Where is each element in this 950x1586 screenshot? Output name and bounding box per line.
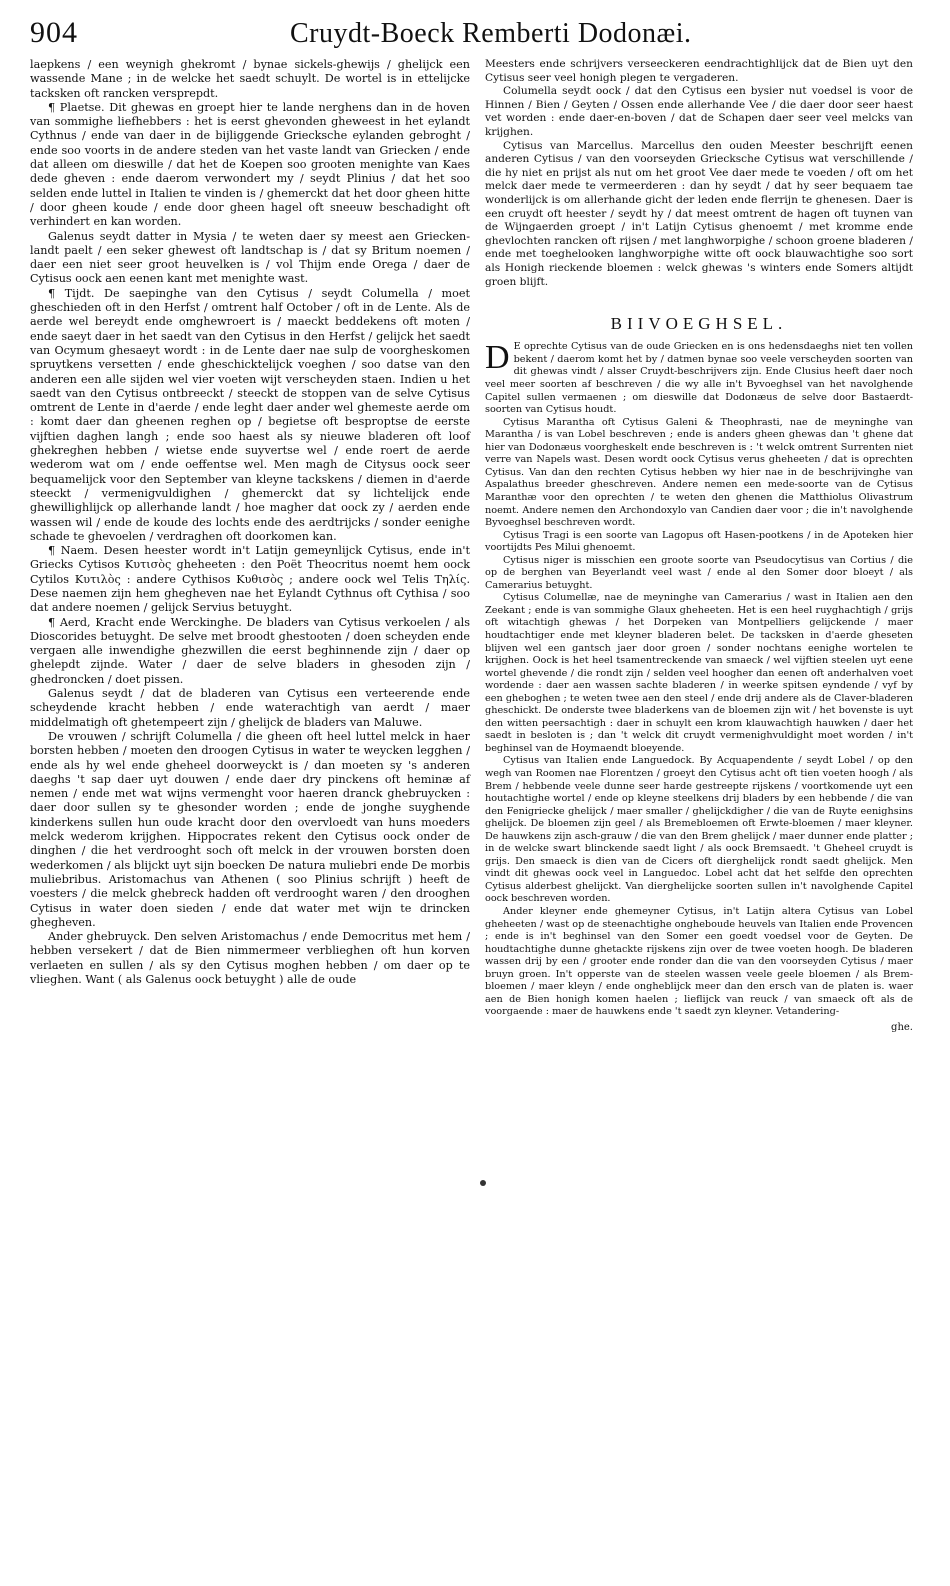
left-column [30,58,470,987]
supplement-paragraph [485,530,913,555]
left-column-paragraph [30,616,470,687]
section-title: BIIVOEGHSEL. [610,314,788,334]
left-column-text: ¶ Naem. Desen heester wordt in't Latijn gemeynlijck Cytisus, ende in't Griecks Cytisos Κυτισὸς gheheeten : den Poët Theocritus noemt hem oock Cytilos Κυτιλὸς : andere Cythisos Κυθισὸς ; andere oock wel Telis Τηλίς. Dese naemen zijn hem ghegheven nae het Eylandt Cythnus oft Cythisa / soo dat andere noemen / gelijck Servius betuyght. [30,544,470,615]
supplement-paragraph [485,592,913,755]
left-column-text: ¶ Tijdt. De saepinghe van den Cytisus / seydt Columella / moet gheschieden oft in den Herfst / omtrent half October / oft in de Lente. Als de aerde wel bereydt ende omghewroert is / maeckt beddekens oft moten / ende saeyt daer in het saedt van den Cytisus in den Herfst / gelijck het saedt van Ocymum ghesaeyt wordt : in de Lente daer nae sulp de voorgheskomen spruytkens versetten / ende gheschicktelijck voeghen / soo datse van den anderen een alle sijden wel vier voeten wijt verscheyden staen. Indien u het saedt van den Cytisus ontbreeckt / steeckt de stoppen van de selve Cytisus omtrent de Lente in d'aerde / ende leght daer ander wel ghemeste aerde om : komt daer dan gheenen reghen op / begietse oft besproptse de eerste vijftien daghen langh ; ende soo haest als sy nieuwe bladeren oft loof ghekreghen hebben / wietse ende suyvertse wel / ende roert de aerde wederom wat om / ende oeffentse wel. Men magh de Citysus oock seer bequamelijck voor den September van kleyne tackskens / diemen in d'aerde steeckt / vermenigvuldighen / ghemerckt dat sy lichtelijck ende ghewillighlijck op allerhande landt / hoe magher dat oock zy / aerden ende wassen wil / ende de koude des lochts ende des aerdtrijcks / sonder eenighe schade te ghevoelen / verdraghen oft doorkomen kan. [30,286,470,543]
drop-cap: D [485,339,510,377]
left-column-paragraph [30,101,470,230]
supplement-paragraph [485,755,913,906]
left-column-text: Ander ghebruyck. Den selven Aristomachus / ende Democritus met hem / hebben versekert / dat de Bien nimmermeer verblieghen oft hun korven verlaeten en sullen / als sy den Cytisus moghen hebben / om daer op te vlieghen. Want ( als Galenus oock betuyght ) alle de oude [30,930,470,986]
right-column-paragraph [485,58,913,85]
supplement-text: Cytisus Columellæ, nae de meyninghe van Camerarius / wast in Italien aen den Zeekant ; ende is van sommighe Glaux gheheeten. Het is een heel ruyghachtigh / grijs oft witachtigh ghewas / het Dorpeken van Montpelliers gelijckende / maer houdtachtiger ende met kleyner bladeren belet. De tacksken in d'aerde gheseten blijven wel een gantsch jaer door groen / sonder nochtans eenighe wortelen te krijghen. Oock is het heel tsamentreckende van smaeck / wel vijftien steelen uyt eene wortel ghevende / die rondt zijn / selden veel hoogher dan eenen oft anderhalven voet wordende : daer aen wassen sachte bladeren / in weerke spitsen eyndende / vyf by een gheboghen ; te weten twee aen den steel / ende drij andere als de Claver-bladeren gheschickt. De onderste twee bladerkens van de bloemen zijn wit / het bovenste is uyt den witten peersachtigh : daer in schuylt een krom klauwachtigh hauwken / daer het saedt in besloten is ; dan 't welck dit cruydt vermenighvuldight moet worden / in't beghinsel van de Hoymaendt bloeyende. [485,592,913,754]
supplement-section [485,341,913,1019]
supplement-paragraph [485,341,913,416]
supplement-text: Cytisus Tragi is een soorte van Lagopus oft Hasen-pootkens / in de Apoteken hier voortijdts Pes Milui ghenoemt. [485,529,913,554]
supplement-paragraph [485,417,913,530]
right-column-main [485,58,913,289]
catchword: ghe. [891,1021,913,1033]
left-column-paragraph [30,730,470,930]
right-column-text: Cytisus van Marcellus. Marcellus den ouden Meester beschrijft eenen anderen Cytisus / van den voorseyden Griecksche Cytisus wat verschillende / die hy niet en prijst als nut om het groot Vee daer mede te voeden / oft om het melck daer mede te vermeerderen : dan hy seydt / dat hy seer bequaem tae wonderlijck is om allerhande gicht der leden ende flerrijn te ghenesen. Daer is een cruydt oft heester / seydt hy / dat meest omtrent de hagen oft tuynen van de Wijngaerden groept / in't Latijn Cytisus ghenoemt / met kromme ende ghevlochten rancken oft rijsen / met langhworpighe / schoon groene bladeren / ende met toeghelooken langhworpighe witte oft oock blauwachtighe soo sort als Honigh rieckende bloemen : welck ghewas 's winters ende Somers altijdt groen blijft. [485,139,913,288]
left-column-paragraph [30,544,470,615]
supplement-text: E oprechte Cytisus van de oude Griecken en is ons hedensdaeghs niet ten vollen bekent / daerom komt het by / datmen bynae soo veele verscheyden soorten van dit ghewas vindt / alsser Cruydt-beschrijvers zijn. Ende Clusius heeft daer noch veel meer soorten af beschreven / die wy alle in't Byvoeghsel van het navolghende Capitel sullen vermaenen ; om dieswille dat Dodonæus de selve door Bastaerdt-soorten van Cytisus houdt. [485,341,913,416]
right-column-text: Meesters ende schrijvers verseeckeren eendrachtighlijck dat de Bien uyt den Cytisus seer veel honigh plegen te vergaderen. [485,58,913,84]
right-column-text: Columella seydt oock / dat den Cytisus een bysier nut voedsel is voor de Hinnen / Bien / Geyten / Ossen ende allerhande Vee / die daer door seer haest vet worden : ende daer-en-boven / dat de Schapen daer seer veel melcks van krijghen. [485,85,913,138]
supplement-text: Cytisus Marantha oft Cytisus Galeni & Theophrasti, nae de meyninghe van Marantha / is van Lobel beschreven ; ende is anders gheen ghewas dan 't ghene dat hier van Dodonæus voorgheskelt ende beschreven is : 't welck omtrent Surrenten niet verre van Napels wast. Desen wordt oock Cytisus verus gheheeten / dat is oprechten Cytisus. Van dan den rechten Cytisus hebben wy hier nae in de beschrijvinghe van Aspalathus breeder gheschreven. Andere nemen een mede-soorte van de Cytisus Maranthæ voor den oprechten / te weten den ghenen die Matthiolus Olivastrum noemt. Andere nemen den Archondoxylo van Candien daer voor ; die in't navolghende Byvoeghsel beschreven wordt. [485,416,913,529]
left-column-paragraph [30,58,470,101]
supplement-paragraph [485,555,913,593]
left-column-text: De vrouwen / schrijft Columella / die gheen oft heel luttel melck in haer borsten hebben / moeten den droogen Cytisus in water te weycken legghen / ende als hy wel ende gheheel doorweyckt is / dan moeten sy 's anderen daeghs 't sap daer uyt douwen / ende daer dry pinckens oft heminæ af nemen / ende met wat wijns vermenght voor haeren dranck ghebruycken : daer door sullen sy te ghesonder worden ; ende de jonghe suyghende kinderkens sullen hun oude kracht door den overvloedt van huns moeders melck wederom krijghen. Hippocrates rekent den Cytisus oock onder de dinghen / die het verdrooght soch oft melck in der vrouwen borsten doen wederkomen / als blijckt uyt sijn boecken De natura muliebri ende De morbis muliebribus. Aristomachus van Athenen ( soo Plinius schrijft ) heeft de voesters / die melck ghebreck hadden oft verdrooght waren / den drooghen Cytisus in water doen sieden / ende dat water met wijn te drincken ghegheven. [30,729,470,929]
ink-blot [480,1180,486,1186]
right-column-paragraph [485,85,913,139]
supplement-paragraph [485,906,913,1019]
supplement-text: Ander kleyner ende ghemeyner Cytisus, in't Latijn altera Cytisus van Lobel gheheeten / wast op de steenachtighe ongheboude heuvels van Italien ende Provencen ; ende is in't beghinsel van den Somer een goedt voedsel voor de Geyten. De houdtachtighe dunne ghetackte rijskens zijn over de twee voeten hoogh. De bladeren wassen drij by een / grooter ende ronder dan die van den voorseyden Cytisus / maer bruyn groen. In't opperste van de steelen wassen veele geele bloemen / als Brem-bloemen / maer kleyn / ende ongheblijck meer dan den ersch van de platen is. waer aen de Bien honigh komen haelen ; lieflijck van reuck / van smaeck oft als de voorgaende : maer de hauwkens ende 't saedt zyn kleyner. Vetandering- [485,906,913,1018]
left-column-paragraph [30,287,470,544]
page-number: 904 [30,16,78,49]
supplement-text: Cytisus niger is misschien een groote soorte van Pseudocytisus van Cortius / die op de berghen van Beyerlandt veel wast / ende al den Somer door bloeyt / als Camerarius betuyght. [485,554,913,591]
left-column-paragraph [30,687,470,730]
left-column-paragraph [30,930,470,987]
right-column-paragraph [485,140,913,290]
left-column-text: Galenus seydt / dat de bladeren van Cytisus een verteerende ende scheydende kracht hebben / ende waterachtigh van aerdt / maer middelmatigh oft ghetempeert zijn / ghelijck de bladers van Maluwe. [30,687,470,729]
page-header [30,14,910,54]
left-column-text: Galenus seydt datter in Mysia / te weten daer sy meest aen Griecken-landt paelt / een seker ghewest oft landtschap is / dat sy Britum noemen / daer een niet seer groot heuvelken is / vol Thijm ende Orega / daer de Cytisus oock aen eenen kant met menighte wast. [30,229,470,286]
running-head: Cruydt-Boeck Remberti Dodonæi. [290,18,692,49]
left-column-text: laepkens / een weynigh ghekromt / bynae sickels-ghewijs / ghelijck een wassende Mane ; in de welcke het saedt schuylt. De wortel is in ettelijcke tacksken oft rancken versprepdt. [30,58,470,100]
right-column [485,58,913,1035]
supplement-text: Cytisus van Italien ende Languedock. By Acquapendente / seydt Lobel / op den wegh van Roomen nae Florentzen / groeyt den Cytisus acht oft tien voeten hoogh / als Brem / hebbende veele dunne seer harde gestreepte rijskens / voortkomende uyt een houtachtighe wortel / ende op kleyne steelkens drij bladers by een hebbende / die van den Fenigriecke ghelijck / maer smaller / ghelijckdigher / die van de Ruyte eenighsins ghelijck. De bloemen zijn geel / als Bremebloemen oft Erwte-bloemen / maer kleyner. De hauwkens zijn asch-grauw / die van den Brem ghelijck / maer dunner ende platter ; in de welcke swart blinckende saedt light / als oock Bremsaedt. 't Gheheel cruydt is grijs. Den smaeck is dien van de Cicers oft dierghelijck rondt saedt ghelijck. Men vindt dit ghewas oock veel in Languedoc. Lobel acht dat het selfde den oprechten Cytisus alderbest ghelijckt. Van dierghelijcke soorten sullen in't navolghende Capitel oock beschreven worden. [485,755,913,905]
left-column-paragraph [30,230,470,287]
left-column-text: ¶ Plaetse. Dit ghewas en groept hier te lande nerghens dan in de hoven van sommighe liefhebbers : het is eerst ghevonden gheweest in het eylandt Cythnus / ende van daer in de bijliggende Griecksche eylanden gebroght / ende soo voorts in de andere steden van het vaste landt van Griecken / ende dat alleen om dieswille / dat het de Koepen soo grooten menighte van Kaes dede gheven : ende daerom verwondert my / seydt Plinius / dat het soo selden ende luttel in Italien te vinden is / ghemerckt dat het door gheen hitte / door gheen koude / ende door gheen hagel oft sneeuw beschadight oft verhindert en kan worden. [30,100,470,229]
left-column-text: ¶ Aerd, Kracht ende Werckinghe. De bladers van Cytisus verkoelen / als Dioscorides betuyght. De selve met broodt ghestooten / doen scheyden ende vergaen alle inwendighe ghezwillen die eerst beghinnende zijn / daer op ghelepdt zijnde. Water / daer de selve bladers in ghesoden zijn / ghedroncken / doet pissen. [30,615,470,686]
